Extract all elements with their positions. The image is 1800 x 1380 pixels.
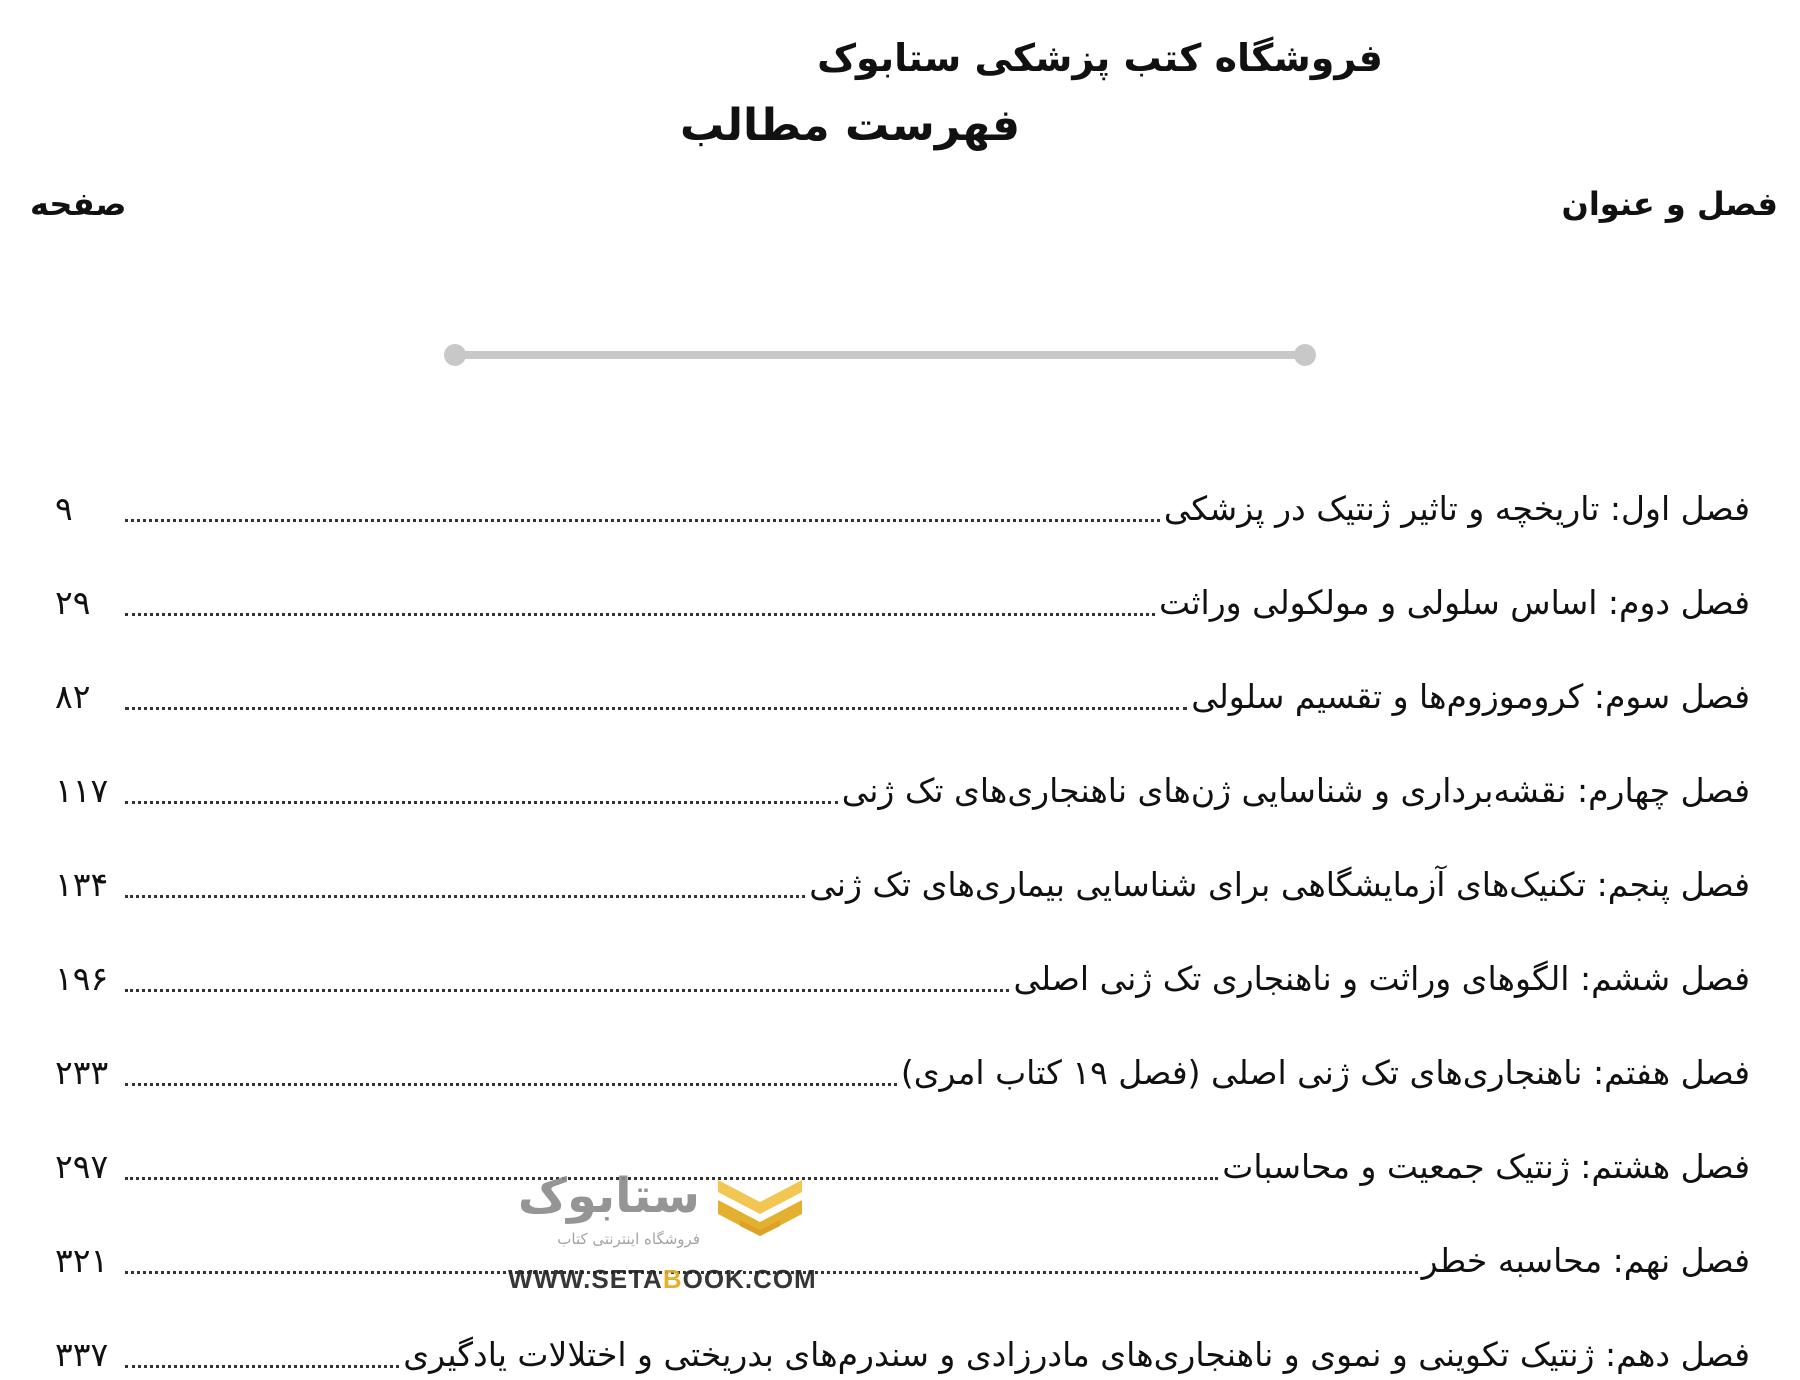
- toc-entry[interactable]: [55, 722, 1750, 816]
- dot-leader: [125, 1083, 897, 1086]
- entry-page-number: ۲۹۷: [55, 1147, 109, 1186]
- entry-title: فصل ششم: الگوهای وراثت و ناهنجاری تک ژنی اصلی: [1013, 959, 1750, 998]
- entry-title: فصل نهم: محاسبه خطر: [1421, 1241, 1750, 1280]
- dot-leader: [125, 707, 1187, 710]
- setabook-watermark: [490, 1160, 850, 1300]
- url-part: OOK.COM: [682, 1264, 817, 1294]
- dot-leader: [125, 613, 1155, 616]
- entry-title: فصل پنجم: تکنیک‌های آزمایشگاهی برای شناسایی بیماری‌های تک ژنی: [809, 865, 1750, 904]
- entry-title: فصل اول: تاریخچه و تاثیر ژنتیک در پزشکی: [1163, 489, 1750, 528]
- dot-leader: [125, 519, 1160, 522]
- entry-page-number: ۱۳۴: [55, 865, 109, 904]
- toc-entry[interactable]: [55, 534, 1750, 628]
- page-title: فهرست مطالب: [679, 100, 1021, 151]
- divider-end-dot: [444, 344, 466, 366]
- column-header-page: صفحه: [30, 185, 127, 223]
- toc-list: [55, 440, 1750, 1380]
- dot-leader: [125, 801, 838, 804]
- dot-leader: [125, 895, 805, 898]
- entry-page-number: ۸۲: [55, 677, 91, 716]
- entry-page-number: ۲۹: [55, 583, 91, 622]
- watermark-url: [508, 1264, 817, 1295]
- toc-entry[interactable]: [55, 816, 1750, 910]
- dot-leader: [125, 1365, 399, 1368]
- entry-page-number: ۱۹۶: [55, 959, 109, 998]
- url-part: WWW.SETA: [508, 1264, 663, 1294]
- entry-page-number: ۲۳۳: [55, 1053, 109, 1092]
- url-accent: B: [662, 1264, 683, 1294]
- divider-end-dot: [1294, 344, 1316, 366]
- watermark-brand: ستابوک: [517, 1168, 700, 1224]
- toc-entry[interactable]: [55, 1192, 1750, 1286]
- toc-entry[interactable]: [55, 1004, 1750, 1098]
- toc-entry[interactable]: [55, 628, 1750, 722]
- entry-title: فصل دهم: ژنتیک تکوینی و نموی و ناهنجاری‌های مادرزادی و سندرم‌های بدریختی و اختلالات یادگیری: [403, 1335, 1750, 1374]
- entry-page-number: ۳۲۱: [55, 1241, 109, 1280]
- column-header-title: فصل و عنوان: [1561, 185, 1778, 223]
- toc-entry[interactable]: [55, 910, 1750, 1004]
- watermark-subtitle: فروشگاه اینترنتی کتاب: [557, 1230, 700, 1248]
- entry-title: فصل هشتم: ژنتیک جمعیت و محاسبات: [1222, 1147, 1750, 1186]
- entry-title: فصل هفتم: ناهنجاری‌های تک ژنی اصلی (فصل ۱۹ کتاب امری): [900, 1053, 1750, 1092]
- entry-page-number: ۳۳۷: [55, 1335, 109, 1374]
- book-logo-icon: [710, 1170, 810, 1250]
- entry-page-number: ۱۱۷: [55, 771, 109, 810]
- entry-page-number: ۹: [55, 489, 73, 528]
- store-name: فروشگاه کتب پزشکی ستابوک: [817, 36, 1383, 80]
- toc-entry[interactable]: [55, 440, 1750, 534]
- decorative-divider: [455, 351, 1305, 359]
- toc-entry[interactable]: [55, 1098, 1750, 1192]
- dot-leader: [125, 989, 1009, 992]
- entry-title: فصل چهارم: نقشه‌برداری و شناسایی ژن‌های ناهنجاری‌های تک ژنی: [841, 771, 1750, 810]
- toc-entry[interactable]: [55, 1286, 1750, 1380]
- entry-title: فصل دوم: اساس سلولی و مولکولی وراثت: [1158, 583, 1750, 622]
- entry-title: فصل سوم: کروموزوم‌ها و تقسیم سلولی: [1191, 677, 1750, 716]
